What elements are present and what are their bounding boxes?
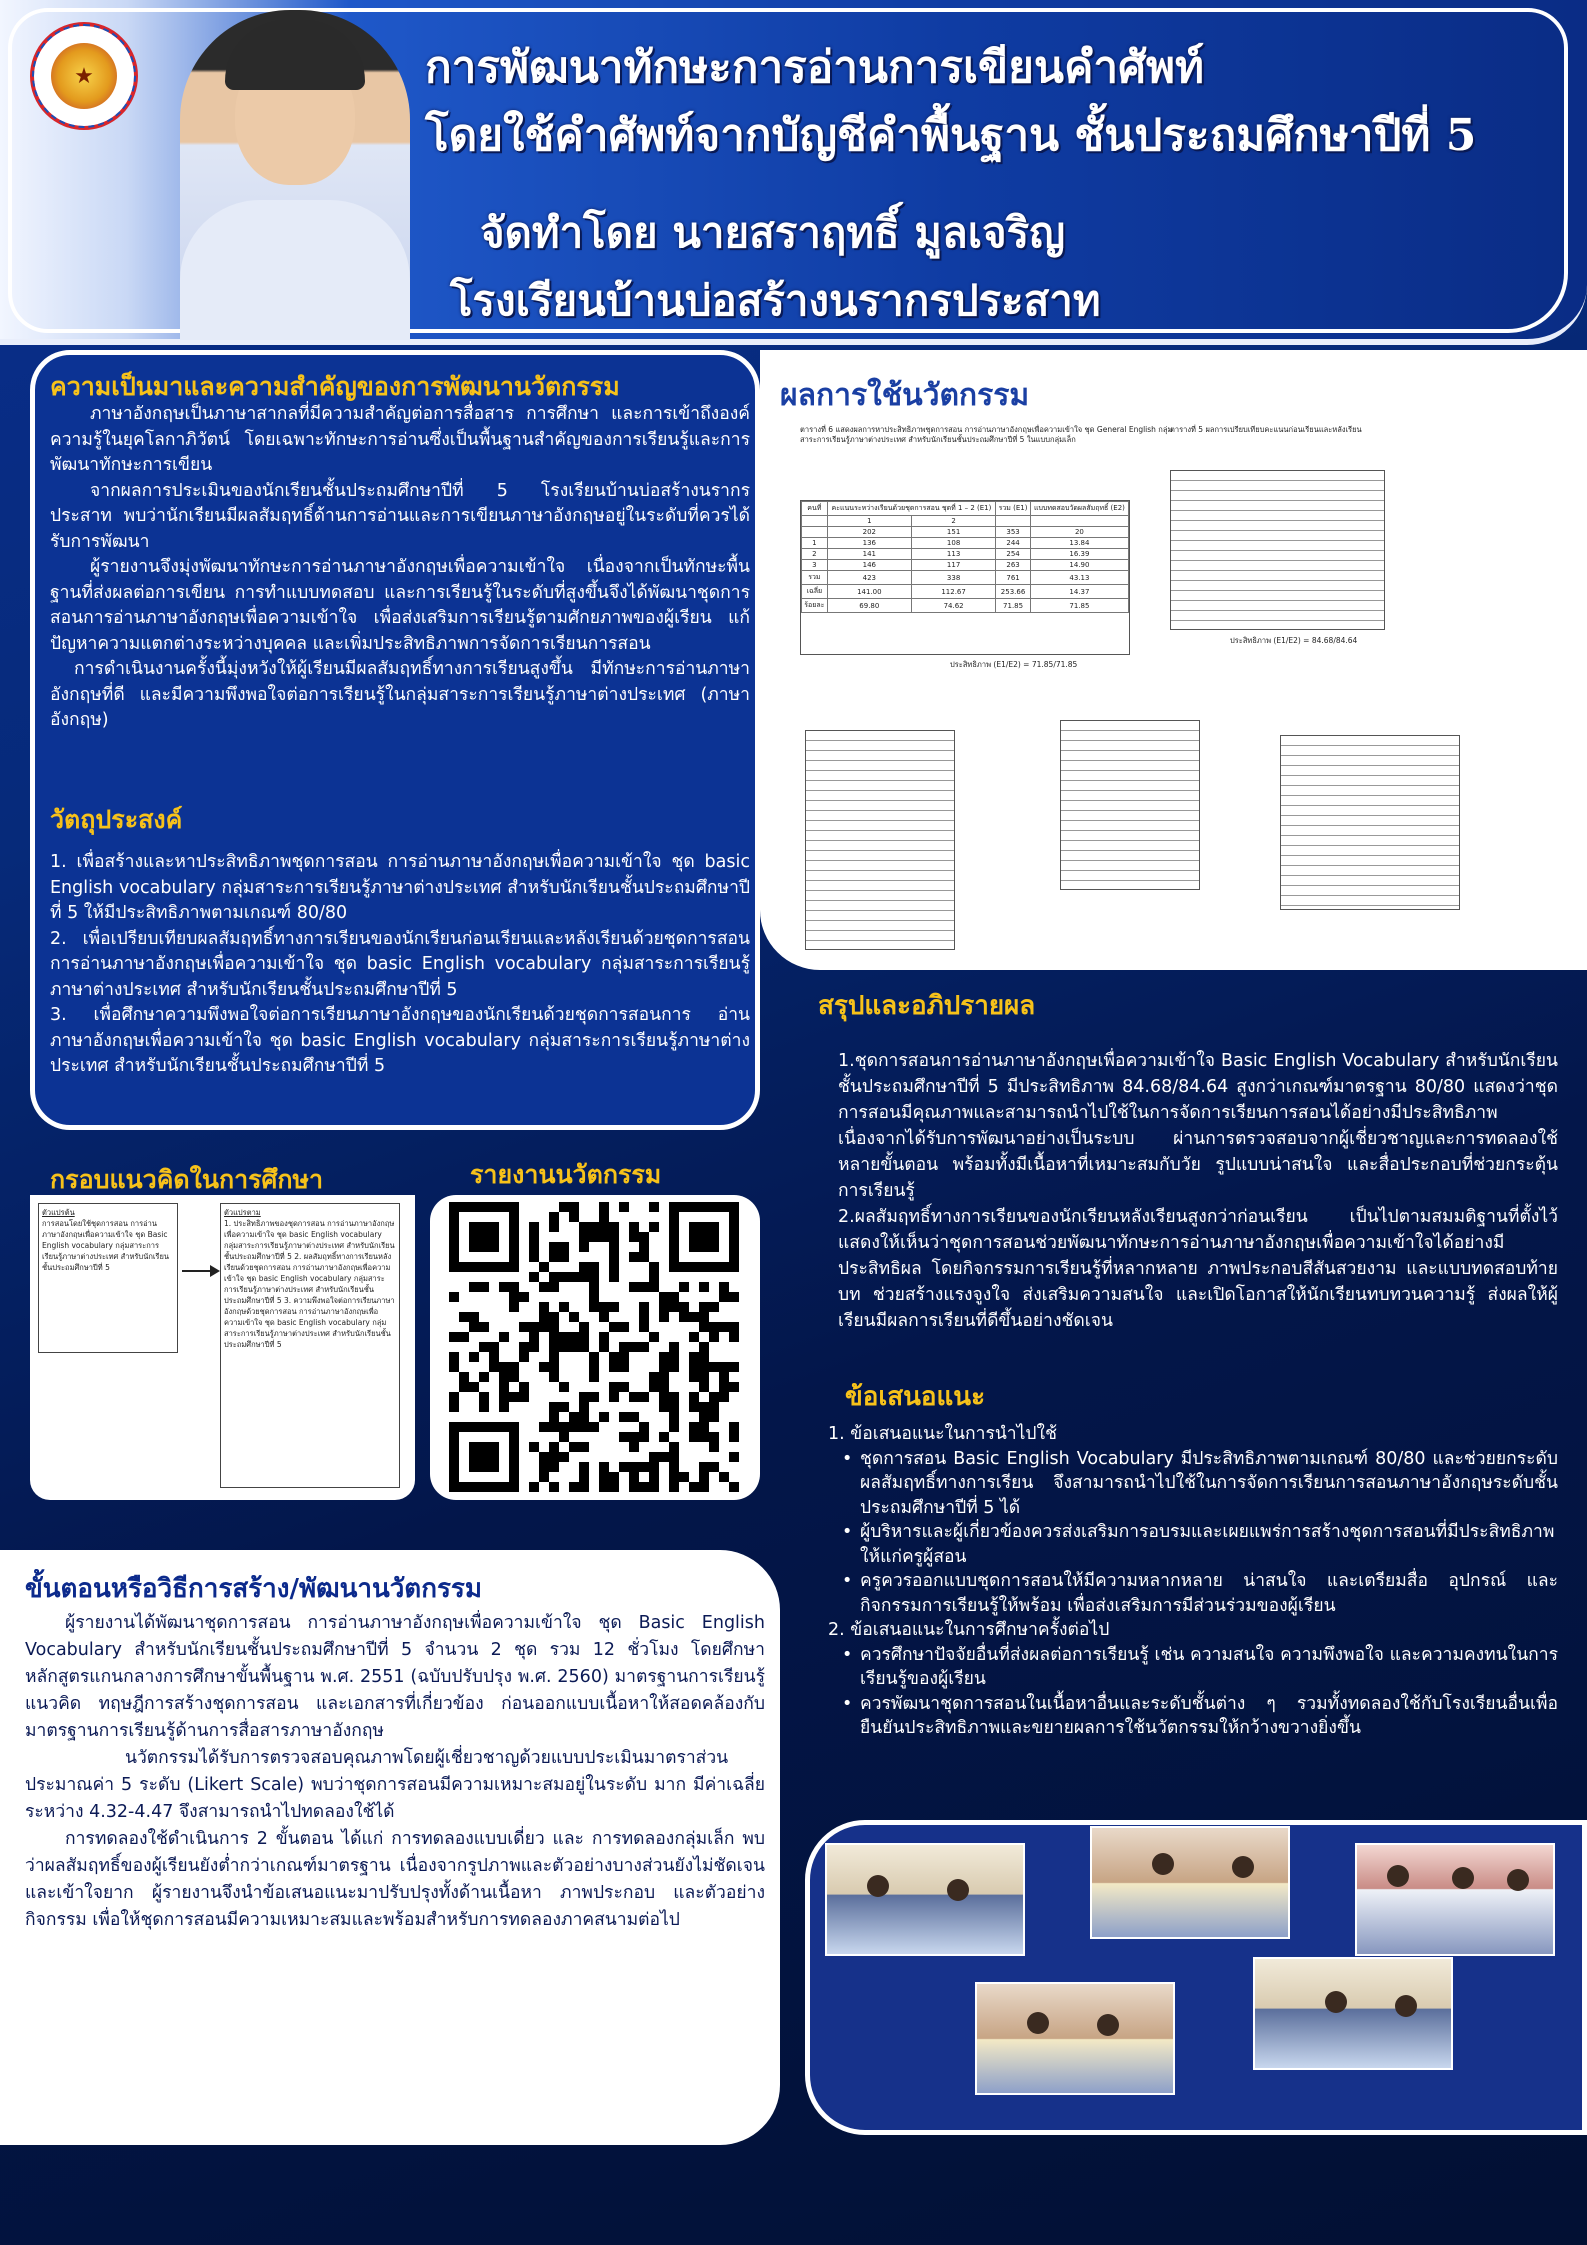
classroom-photo-4 [975,1982,1175,2095]
table-caption: ตารางที่ 5 ผลการเปรียบเทียบคะแนนก่อนเรียนและหลังเรียน [1170,425,1362,434]
table-header-cell: คนที่ [802,502,828,516]
procedure-paragraph: การทดลองใช้ดำเนินการ 2 ขั้นตอน ได้แก่ การทดลองแบบเดี่ยว และ การทดลองกลุ่มเล็ก พบว่าผลสัมฤทธิ์ของผู้เรียนยังต่ำกว่าเกณฑ์มาตรฐาน เนื่องจากรูปภาพและตัวอย่างบางส่วนยังไม่ชัดเจนและเข้าใจยาก ผู้รายงานจึงนำข้อเสนอแนะมาปรับปรุงทั้งด้านเนื้อหา ภาพประกอบ และตัวอย่างกิจกรรม เพื่อให้ชุดการสอนมีความเหมาะสมและพร้อมสำหรับการทดลองภาคสนามต่อไป [25,1829,765,1930]
table-row: 1 136 108 244 13.84 [802,538,1129,549]
emblem-ring [32,24,136,128]
suggestions-list [828,1422,1558,1741]
summary-item: 1.ชุดการสอนการอ่านภาษาอังกฤษเพื่อความเข้าใจ Basic English Vocabulary สำหรับนักเรียนชั้นประถมศึกษาปีที่ 5 มีประสิทธิภาพ 84.68/84.64 สูงกว่าเกณฑ์มาตรฐาน 80/80 แสดงว่าชุดการสอนมีคุณภาพและสามารถนำไปใช้ในการจัดการเรียนการสอนได้อย่างมีประสิทธิภาพ เนื่องจากได้รับการพัฒนาอย่างเป็นระบบ ผ่านการตรวจสอบจากผู้เชี่ยวชาญและการทดลองใช้หลายขั้นตอน พร้อมทั้งมีเนื้อหาที่เหมาะสมกับวัย รูปแบบน่าสนใจ และสื่อประกอบที่ช่วยกระตุ้นการเรียนรู้ [838,1051,1558,1201]
results-table-3 [805,730,955,950]
school-name: โรงเรียนบ้านบ่อสร้างนรากรประสาท [450,276,1101,325]
suggestion-group-title: 1. ข้อเสนอแนะในการนำไปใช้ [828,1424,1057,1444]
objective-item: 3. เพื่อศึกษาความพึงพอใจต่อการเรียนภาษาอังกฤษของนักเรียนด้วยชุดการสอนการ อ่านภาษาอังกฤษเพื่อความเข้าใจ ชุด basic English vocabulary กลุ่มสาระการเรียนรู้ภาษาต่างประเทศ สำหรับนักเรียนชั้นประถมศึกษาปีที่ 5 [50,1005,750,1076]
suggestions-title: ข้อเสนอแนะ [845,1382,986,1412]
objectives-title: วัตถุประสงค์ [50,805,183,834]
background-paragraph: การดำเนินงานครั้งนี้มุ่งหวังให้ผู้เรียนมีผลสัมฤทธิ์ทางการเรียนสูงขึ้น มีทักษะการอ่านภาษาอังกฤษที่ดี และมีความพึงพอใจต่อการเรียนรู้ในกลุ่มสาระการเรียนรู้ภาษาต่างประเทศ (ภาษาอังกฤษ) [50,659,750,730]
background-text [50,402,750,734]
results-table-2 [1170,470,1385,630]
table-caption: ตารางที่ 6 แสดงผลการหาประสิทธิภาพชุดการสอน การอ่านภาษาอังกฤษเพื่อความเข้าใจ ชุด General English กลุ่มสาระการเรียนรู้ภาษาต่างประเทศ สำหรับนักเรียนชั้นประถมศึกษาปีที่ 5 ในแบบกลุ่มเล็ก [800,425,1173,444]
objective-item: 1. เพื่อสร้างและหาประสิทธิภาพชุดการสอน การอ่านภาษาอังกฤษเพื่อความเข้าใจ ชุด basic English vocabulary กลุ่มสาระการเรียนรู้ภาษาต่างประเทศ สำหรับนักเรียนชั้นประถมศึกษาปีที่ 5 ให้มีประสิทธิภาพตามเกณฑ์ 80/80 [50,852,750,923]
classroom-photo-3 [1355,1843,1555,1956]
table-header-cell: แบบทดสอบวัดผลสัมฤทธิ์ (E2) [1030,502,1128,516]
table-footer: ประสิทธิภาพ (E1/E2) = 84.68/84.64 [1230,636,1358,645]
dependent-variable-heading: ตัวแปรตาม [224,1208,261,1217]
summary-list [818,1048,1558,1334]
poster-title-line-2: โดยใช้คำศัพท์จากบัญชีคำพื้นฐาน ชั้นประถมศึกษาปีที่ 5 [425,110,1477,161]
objectives-list [50,850,750,1080]
summary-title: สรุปและอภิปรายผล [818,991,1036,1021]
dependent-variable-text: 1. ประสิทธิภาพของชุดการสอน การอ่านภาษาอังกฤษเพื่อความเข้าใจ ชุด basic English vocabulary กลุ่มสาระการเรียนรู้ภาษาต่างประเทศ สำหรับนักเรียนชั้นประถมศึกษาปีที่ 5 2. ผลสัมฤทธิ์ทางการเรียนหลังเรียนด้วยชุดการสอน การอ่านภาษาอังกฤษเพื่อความเข้าใจ ชุด basic English vocabulary กลุ่มสาระการเรียนรู้ภาษาต่างประเทศ สำหรับนักเรียนชั้นประถมศึกษาปีที่ 5 3. ความพึงพอใจต่อการเรียนภาษาอังกฤษด้วยชุดการสอน การอ่านภาษาอังกฤษเพื่อความเข้าใจ ชุด basic English vocabulary กลุ่มสาระการเรียนรู้ภาษาต่างประเทศ สำหรับนักเรียนชั้นประถมศึกษาปีที่ 5 [224,1219,395,1349]
independent-variable-text: การสอนโดยใช้ชุดการสอน การอ่านภาษาอังกฤษเพื่อความเข้าใจ ชุด Basic English vocabulary กลุ่มสาระการเรียนรู้ภาษาต่างประเทศ สำหรับนักเรียนชั้นประถมศึกษาปีที่ 5 [42,1219,169,1272]
report-title: รายงานนวัตกรรม [470,1160,662,1189]
results-table-4 [1060,720,1200,890]
procedure-paragraph: ผู้รายงานได้พัฒนาชุดการสอน การอ่านภาษาอังกฤษเพื่อความเข้าใจ ชุด Basic English Vocabulary สำหรับนักเรียนชั้นประถมศึกษาปีที่ 5 จำนวน 2 ชุด รวม 12 ชั่วโมง โดยศึกษาหลักสูตรแกนกลางการศึกษาขั้นพื้นฐาน พ.ศ. 2551 (ฉบับปรับปรุง พ.ศ. 2560) มาตรฐานการเรียนรู้ แนวคิด ทฤษฎีการสร้างชุดการสอน และเอกสารที่เกี่ยวข้อง ก่อนออกแบบเนื้อหาให้สอดคล้องกับมาตรฐานการเรียนรู้ด้านการสื่อสารภาษาอังกฤษ [25,1613,765,1741]
background-paragraph: จากผลการประเมินของนักเรียนชั้นประถมศึกษาปีที่ 5 โรงเรียนบ้านบ่อสร้างนรากรประสาท พบว่านักเรียนมีผลสัมฤทธิ์ด้านการอ่านและการเขียนภาษาอังกฤษอยู่ในระดับที่ควรได้รับการพัฒนา [50,480,750,552]
suggestion-item: • ควรพัฒนาชุดการสอนในเนื้อหาอื่นและระดับชั้นต่าง ๆ รวมทั้งทดลองใช้กับโรงเรียนอื่นเพื่อยืนยันประสิทธิภาพและขยายผลการใช้นวัตกรรมให้กว้างขวางยิ่งขึ้น [828,1692,1558,1741]
suggestion-item: • ผู้บริหารและผู้เกี่ยวข้องควรส่งเสริมการอบรมและเผยแพร่การสร้างชุดการสอนที่มีประสิทธิภาพให้แก่ครูผู้สอน [828,1520,1558,1569]
table-row: ร้อยละ 69.80 74.62 71.85 71.85 [802,599,1129,613]
results-table-5 [1280,735,1460,910]
qr-code-icon[interactable] [448,1202,740,1492]
results-table-1 [800,500,1130,655]
classroom-photo-2 [1090,1826,1290,1939]
suggestion-group-title: 2. ข้อเสนอแนะในการศึกษาครั้งต่อไป [828,1620,1110,1640]
table-footer: ประสิทธิภาพ (E1/E2) = 71.85/71.85 [950,660,1078,669]
table-row: เฉลี่ย 141.00 112.67 253.66 14.37 [802,585,1129,599]
procedure-text [25,1610,765,1934]
author-name: จัดทำโดย นายสราฤทธิ์ มูลเจริญ [480,208,1066,257]
procedure-title: ขั้นตอนหรือวิธีการสร้าง/พัฒนานวัตกรรม [25,1574,483,1604]
emblem-center-icon: ★ [51,43,117,109]
table-row: 202 151 353 20 [802,527,1129,538]
arrow-right-icon [210,1265,220,1277]
suggestion-item: • ควรศึกษาปัจจัยอื่นที่ส่งผลต่อการเรียนรู้ เช่น ความสนใจ ความพึงพอใจ และความคงทนในการเรียนรู้ของผู้เรียน [828,1643,1558,1692]
summary-item: 2.ผลสัมฤทธิ์ทางการเรียนของนักเรียนหลังเรียนสูงกว่าก่อนเรียน เป็นไปตามสมมติฐานที่ตั้งไว้ แสดงให้เห็นว่าชุดการสอนช่วยพัฒนาทักษะการอ่านภาษาอังกฤษเพื่อความเข้าใจได้อย่างมีประสิทธิผล โดยกิจกรรมการเรียนรู้ที่หลากหลาย ภาพประกอบสีสันสวยงาม และแบบทดสอบท้ายบท ช่วยสร้างแรงจูงใจ ส่งเสริมความสนใจ และเปิดโอกาสให้นักเรียนทบทวนความรู้ ส่งผลให้ผู้เรียนมีผลการเรียนที่ดีขึ้นอย่างชัดเจน [838,1207,1558,1331]
independent-variable-box [38,1203,178,1353]
table-row: 1 2 [802,516,1129,527]
framework-title: กรอบแนวคิดในการศึกษา [50,1165,324,1194]
table-row: 2 141 113 254 16.39 [802,549,1129,560]
classroom-photo-5 [1253,1957,1453,2070]
background-title: ความเป็นมาและความสำคัญของการพัฒนานวัตกรรม [50,372,620,401]
results-title: ผลการใช้นวัตกรรม [780,378,1030,413]
portrait-uniform [180,200,410,340]
table-header-cell: รวม (E1) [996,502,1031,516]
suggestion-item: • ครูควรออกแบบชุดการสอนให้มีความหลากหลาย น่าสนใจ และเตรียมสื่อ อุปกรณ์ และกิจกรรมการเรียนรู้ให้พร้อม เพื่อส่งเสริมการมีส่วนร่วมของผู้เรียน [828,1569,1558,1618]
table-row: 3 146 117 263 14.90 [802,560,1129,571]
classroom-photo-1 [825,1843,1025,1956]
independent-variable-heading: ตัวแปรต้น [42,1208,75,1217]
background-paragraph: ภาษาอังกฤษเป็นภาษาสากลที่มีความสำคัญต่อการสื่อสาร การศึกษา และการเข้าถึงองค์ความรู้ในยุคโลกาภิวัตน์ โดยเฉพาะทักษะการอ่านซึ่งเป็นพื้นฐานสำคัญของการเรียนรู้และการพัฒนาทักษะการเขียน [50,404,750,475]
table-row: รวม 423 338 761 43.13 [802,571,1129,585]
background-paragraph: ผู้รายงานจึงมุ่งพัฒนาทักษะการอ่านภาษาอังกฤษเพื่อความเข้าใจ เนื่องจากเป็นทักษะพื้นฐานที่ส่งผลต่อการเขียน การทำแบบทดสอบ และการเรียนรู้ในระดับที่สูงขึ้นจึงได้พัฒนาชุดการสอนการอ่านภาษาอังกฤษเพื่อความเข้าใจ เพื่อส่งเสริมการเรียนรู้ตามศักยภาพของผู้เรียน แก้ปัญหาความแตกต่างระหว่างบุคคล และเพิ่มประสิทธิภาพการจัดการเรียนการสอน [50,557,750,654]
poster-title-line-1: การพัฒนาทักษะการอ่านการเขียนคำศัพท์ [425,42,1205,93]
objective-item: 2. เพื่อเปรียบเทียบผลสัมฤทธิ์ทางการเรียนของนักเรียนก่อนเรียนและหลังเรียนด้วยชุดการสอน การอ่านภาษาอังกฤษเพื่อความเข้าใจ ชุด basic English vocabulary กลุ่มสาระการเรียนรู้ภาษาต่างประเทศ สำหรับนักเรียนชั้นประถมศึกษาปีที่ 5 [50,928,750,1000]
table-header-cell: คะแนนระหว่างเรียนด้วยชุดการสอน ชุดที่ 1 – 2 (E1) [827,502,996,516]
procedure-paragraph: นวัตกรรมได้รับการตรวจสอบคุณภาพโดยผู้เชี่ยวชาญด้วยแบบประเมินมาตราส่วนประมาณค่า 5 ระดับ (Likert Scale) พบว่าชุดการสอนมีความเหมาะสมอยู่ในระดับ มาก มีค่าเฉลี่ยระหว่าง 4.32-4.47 จึงสามารถนำไปทดลองใช้ได้ [25,1748,765,1822]
suggestion-item: • ชุดการสอน Basic English Vocabulary มีประสิทธิภาพตามเกณฑ์ 80/80 และช่วยยกระดับผลสัมฤทธิ์ทางการเรียน จึงสามารถนำไปใช้ในการจัดการเรียนการสอนภาษาอังกฤษระดับชั้นประถมศึกษาปีที่ 5 ได้ [828,1447,1558,1521]
dependent-variable-box [220,1203,400,1488]
